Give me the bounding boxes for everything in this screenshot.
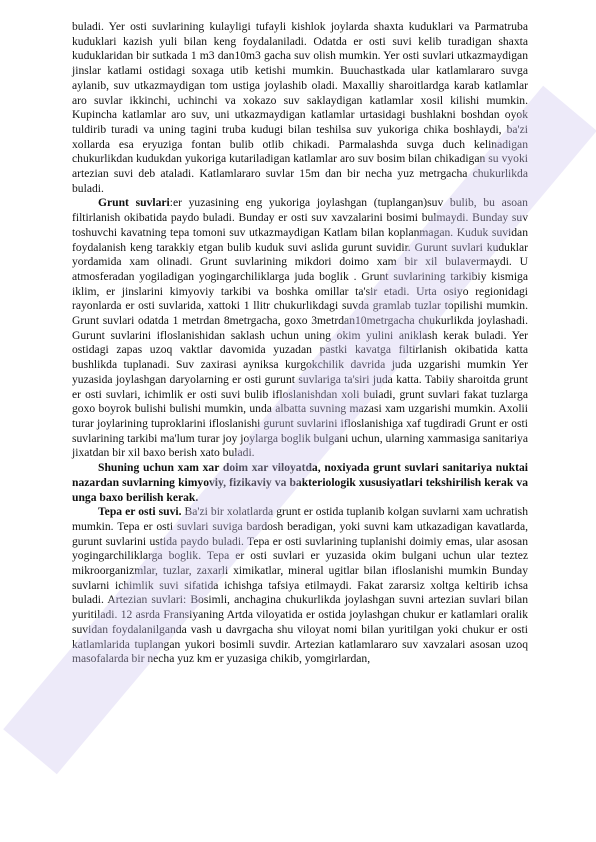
paragraph-lead: Shuning uchun xam xar doim xar viloyatda, noxiyada grunt suvlari sanitariya nuktai nazardan suvlarning kimyoviy, fizikaviy va bakteriologik xususiyatlari tekshirilish kerak va unga baxo berilish kerak. <box>72 461 528 504</box>
paragraph-grunt-suvlari <box>72 196 528 461</box>
paragraph-tepa-er-osti-suvi <box>72 505 528 667</box>
paragraph-text: Ba'zi bir xolatlarda grunt er ostida tuplanib kolgan suvlarni xam uchratish mumkin. Tepa er osti suvlari suviga bardosh beradigan, yoki suvni kam utkazadigan kavatlarda, gurunt suvlarini ustida paydo buladi. Tepa er osti suvlarining tuplanishi doimiy emas, ular asosan yogingarchiliklarga boglik. Tepa er osti suvlari er yuzasida okim bulgani uchun ular teztez mikroorganizmlar, tuzlar, zaxarli ximikatlar, mineral ugitlar bilan ifloslanishi mumkin Bunday suvlarni ichimlik suvi sifatida ichishga tafsiya etilmaydi. Fakat zararsiz xoltga keltirib ichsa buladi. Artezian suvlari: Bosimli, anchagina chukurlikda joylashgan suvni artezian suvlari bilan yuritiladi. 12 asrda Fransiyaning Artda viloyatida er ostida joylashgan chukur er katlamlari oralik suvidan foydalanilganda vash u davrgacha shu viloyat nomi bilan yuritilgan yoki chukur er osti katlamlarida tuplangan yukori bosimli suvdir. Artezian katlamlararo suv xavzalari asosan uzoq masofalarda bir necha yuz km er yuzasiga chikib, yomgirlardan, <box>72 505 528 666</box>
paragraph-lead: Tepa er osti suvi. <box>98 505 182 519</box>
paragraph-conclusion <box>72 461 528 505</box>
paragraph-lead: Grunt suvlari <box>98 196 170 210</box>
paragraph-intro <box>72 20 528 196</box>
document-body <box>72 20 528 667</box>
paragraph-text: :er yuzasining eng yukoriga joylashgan (tuplangan)suv bulib, bu asoan filtirlanish okibatida paydo buladi. Bunday er osti suv xavzalarini bosimi bulmaydi. Bunday suv toshuvchi kavatning tepa tomoni suv utkazmaydigan Katlam bilan koplanmagan. Kuduk suvidan foydalanish keng tarakkiy etgan bulib kuduk suvi aslida gurunt suvidir. Gurunt suvlari kuduklar yordamida xam olinadi. Grunt suvlarining mikdori doimo xam bir xil bulavermaydi. U atmosferadan yogiladigan yogingarchiliklarga juda boglik . Grunt suvlarining tarkibiy kismiga iklim, er jinslarini kimyoviy tarkibi va boshka omillar ta'sir etadi. Urta osiyo regionidagi rayonlarda er osti suvlarida, xattoki 1 llitr chukurlikdagi suvda gramlab tuzlar topilishi mumkin. Grunt suvlari odatda 1 metrdan 8metrgacha, goxo 3metrdan10metrgacha chukurlikda joylashadi. Gurunt suvlarini ifloslanishidan saklash uchun uning okim yulini aniklash kerak buladi. Yer ostidagi zapas uzoq vaktlar davomida yuzadan pastki kavatga filtirlanish okibatida katta bushlikda tuplanadi. Suv zaxirasi ayniksa kurgokchilik davrida juda uzgarishi mumkin Yer yuzasida joylashgan daryolarning er osti gurunt suvlariga ta'siri juda katta. Tabiiy sharoitda grunt er osti suvlari, ichimlik er osti suvi bulib ifloslanishdan xoli buladi, grunt suvlari fakat tuzlarga goxo boyrok bulishi bulishi mumkin, unda albatta suvning mazasi xam uzgarishi mumkin. Axolii turar joylarining tuproklarini ifloslanishi gurunt suvlarini ifloslanishiga xaf tugdiradi Grunt er osti suvlarining tarkibi ma'lum turar joy joylarga boglik bulgani uchun, ularning xammasiga sanitariya jixatdan bir xil baxo berish xato buladi. <box>72 196 528 460</box>
paragraph-text: buladi. Yer osti suvlarining kulayligi tufayli kishlok joylarda shaxta kuduklari va Parmatruba kuduklari kazish yuli bilan keng foydalaniladi. Odatda er osti suvi kelib turadigan shaxta kuduklaridan bir sutkada 1 m3 dan10m3 gacha suv olish mumkin. Yer osti suvlari utkazmaydigan jinslar katlami ostidagi soxaga utib ketishi mumkin. Buuchastkada ular katlamlararo suvga aylanib, suv utkazmaydigan tom ustiga joylashib oladi. Maxalliy sharoitlardga karab katlamlar aro suvlar ikkinchi, uchinchi va xokazo suv saklaydigan katlamlar xosil kilishi mumkin. Kupincha katlamlar aro suv, uni utkazmaydigan katlamlar urtasidagi bushlakni boshdan oyok tuldirib turadi va uning tagini truba kudugi bilan teshilsa suv yukoriga chika boshlaydi, ba'zi xollarda esa eryuziga fontan bulib otlib chikadi. Parmalashda suvga duch kelinadigan chukurlikdan kudukdan yukoriga kutariladigan katlamlar aro suv bosim bilan chikadigan su vyoki artezian suvi deb ataladi. Katlamlararo suvlar 15m dan bir necha yuz metrgacha chukurlikda buladi. <box>72 20 528 195</box>
